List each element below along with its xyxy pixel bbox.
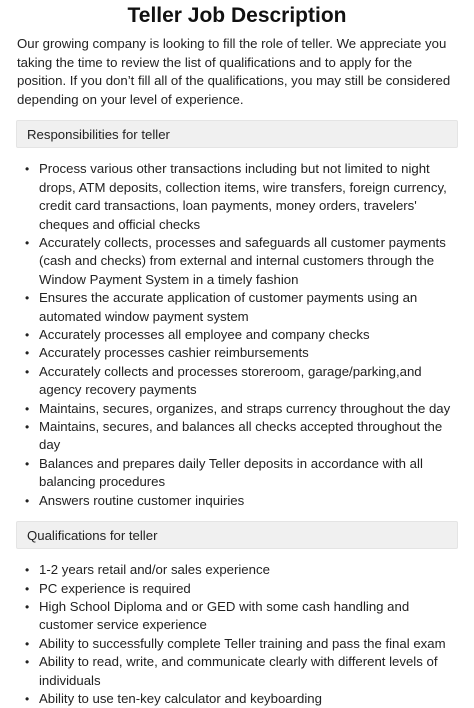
bullet-icon: • [25, 236, 30, 250]
responsibility-item [25, 326, 458, 344]
responsibility-item [25, 455, 458, 492]
responsibility-item-text: Balances and prepares daily Teller deposits in accordance with all balancing procedures [39, 455, 423, 490]
responsibility-item-text: Accurately collects, processes and safeguards all customer payments (cash and checks) from external and internal customers through the Window Payment System in a timely fashion [39, 235, 446, 287]
bullet-icon: • [25, 401, 30, 416]
responsibility-item-text: Maintains, secures, and balances all checks accepted throughout the day [39, 419, 443, 453]
responsibility-item-text: Process various other transactions including but not limited to night drops, ATM deposits, collection items, wire transfers, foreign currency, credit card transactions, loan payments, money orders, travelers' cheques and official checks [39, 161, 447, 232]
qualification-item [25, 653, 458, 690]
qualification-item-text: High School Diploma and or GED with some cash handling and customer service experience [39, 598, 410, 633]
responsibility-item [25, 234, 458, 289]
qualification-item [25, 690, 458, 708]
qualification-item [25, 635, 458, 653]
bullet-icon: • [25, 599, 30, 614]
responsibility-item [25, 344, 458, 362]
qualification-item-text: 1-2 years retail and/or sales experience [39, 562, 270, 578]
bullet-icon: • [25, 162, 30, 177]
page-title: Teller Job Description [127, 4, 347, 27]
qualification-item-text: Ability to successfully complete Teller training and pass the final exam [39, 635, 446, 651]
bullet-icon: • [25, 328, 30, 343]
qualifications-header: Qualifications for teller [16, 521, 458, 549]
responsibility-item [25, 289, 458, 326]
qualification-item [25, 561, 458, 579]
bullet-icon: • [25, 581, 30, 596]
qualification-item-text: Ability to read, write, and communicate clearly with different levels of individuals [39, 654, 438, 688]
bullet-icon: • [25, 291, 30, 306]
bullet-icon: • [25, 493, 30, 508]
qualification-item [25, 598, 458, 635]
responsibility-item-text: Answers routine customer inquiries [39, 492, 245, 508]
intro-paragraph: Our growing company is looking to fill the role of teller. We appreciate you taking the time to review the list of qualifications and to apply for the position. If you don’t fill all of the qualifications, you may still be considered depending on your level of experience. [17, 36, 451, 107]
bullet-icon: • [25, 456, 30, 471]
bullet-icon: • [25, 563, 30, 578]
bullet-icon: • [25, 346, 30, 361]
responsibility-item-text: Maintains, secures, organizes, and straps currency throughout the day [39, 400, 451, 416]
responsibilities-header: Responsibilities for teller [16, 120, 458, 148]
bullet-icon: • [25, 655, 30, 670]
responsibility-item-text: Accurately collects and processes storeroom, garage/parking,and agency recovery payments [39, 363, 422, 398]
responsibility-item [25, 400, 458, 418]
qualification-item-text: PC experience is required [39, 580, 191, 596]
qualifications-list [16, 561, 458, 708]
responsibility-item [25, 160, 458, 234]
responsibility-item [25, 492, 458, 510]
qualification-item [25, 580, 458, 598]
bullet-icon: • [25, 420, 30, 435]
responsibility-item-text: Accurately processes all employee and company checks [39, 327, 370, 343]
bullet-icon: • [25, 691, 30, 706]
responsibilities-list [16, 160, 458, 510]
bullet-icon: • [25, 636, 30, 651]
responsibility-item [25, 418, 458, 455]
bullet-icon: • [25, 364, 30, 379]
responsibility-item [25, 363, 458, 400]
responsibility-item-text: Accurately processes cashier reimbursements [39, 345, 309, 361]
responsibility-item-text: Ensures the accurate application of customer payments using an automated window payment system [39, 290, 418, 324]
qualification-item-text: Ability to use ten-key calculator and keyboarding [39, 690, 322, 706]
